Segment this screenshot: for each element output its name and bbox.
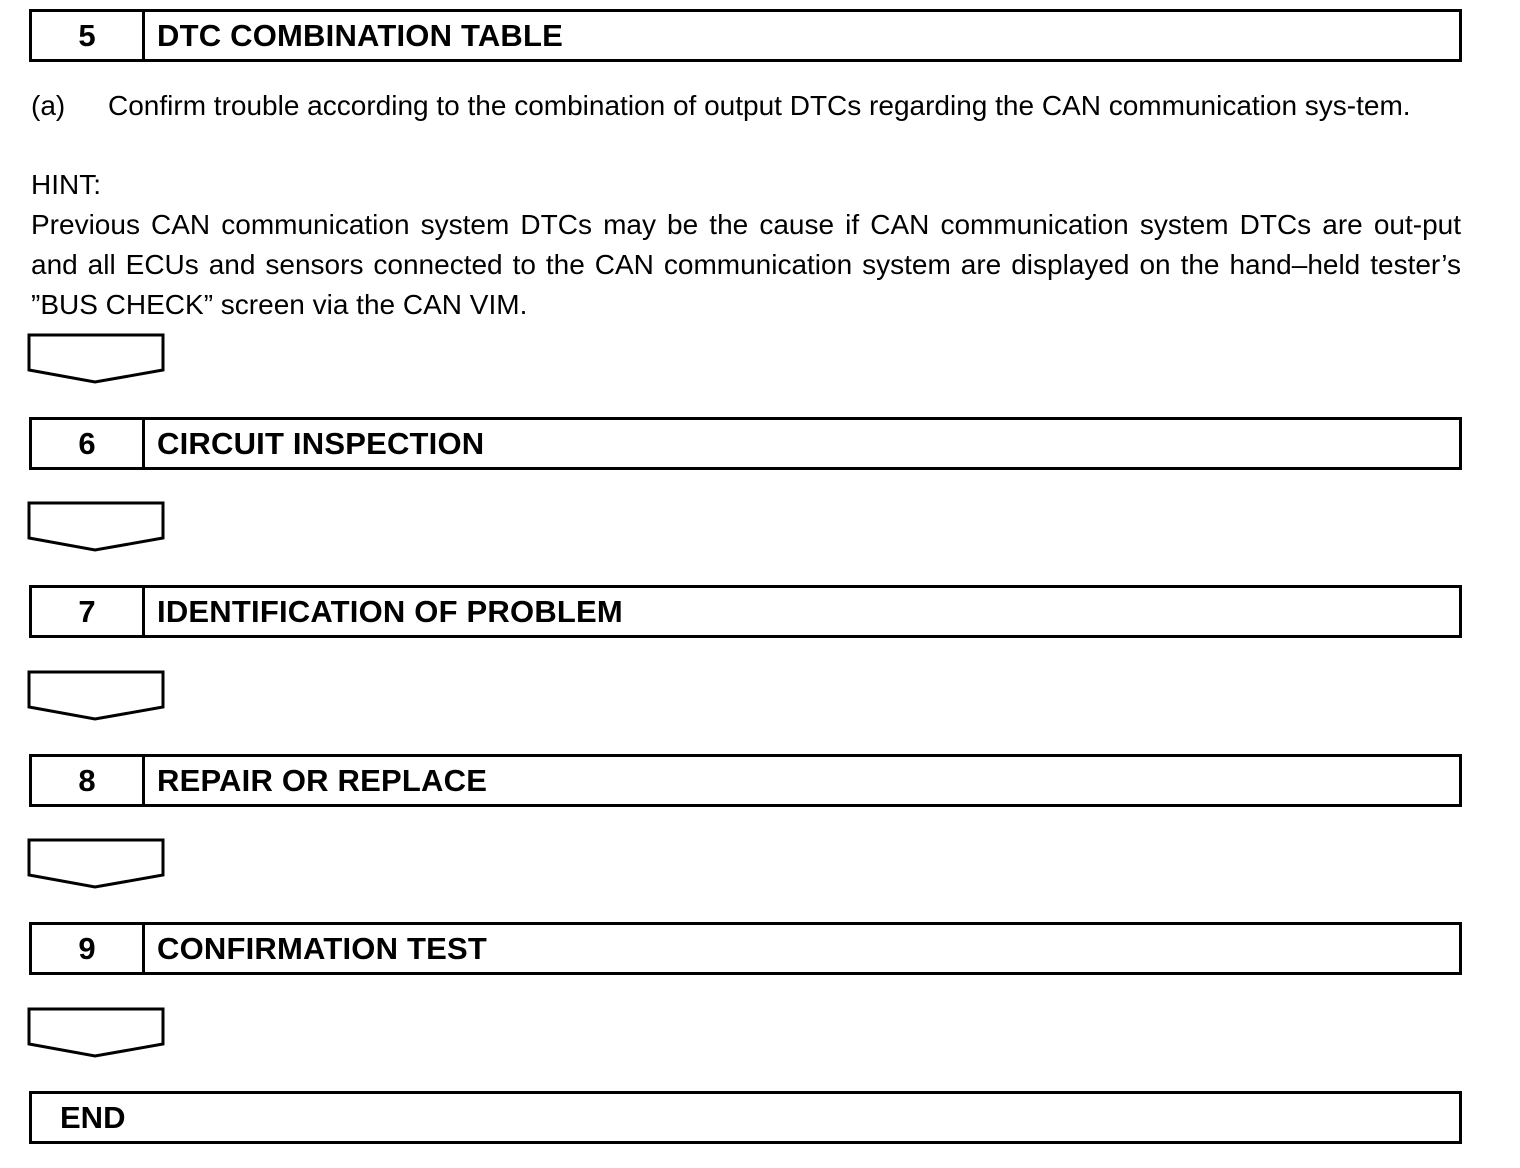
step-number: 6 — [32, 420, 145, 467]
step-title: CIRCUIT INSPECTION — [157, 425, 485, 461]
step-6-box — [29, 417, 1462, 470]
instruction-text: Confirm trouble according to the combination of output DTCs regarding the CAN communication sys-tem. — [108, 90, 1411, 121]
step-number: 8 — [32, 757, 145, 804]
instruction-item — [31, 86, 1461, 126]
end-label: END — [60, 1099, 126, 1135]
step-number: 5 — [32, 12, 145, 59]
step-5-box — [29, 9, 1462, 62]
step-number: 7 — [32, 588, 145, 635]
end-box — [29, 1091, 1462, 1144]
step-number: 9 — [32, 925, 145, 972]
step-9-box — [29, 922, 1462, 975]
step-8-box — [29, 754, 1462, 807]
hint-text: Previous CAN communication system DTCs may be the cause if CAN communication system DTCs are out-put and all ECUs and sensors connected to the CAN communication system are displayed on the hand–held tester’s ”BUS CHECK” screen via the CAN VIM. — [31, 209, 1461, 320]
step-title: CONFIRMATION TEST — [157, 930, 488, 966]
step-title: REPAIR OR REPLACE — [157, 762, 488, 798]
flow-arrow-icon — [27, 1007, 167, 1059]
step-title: DTC COMBINATION TABLE — [157, 17, 564, 53]
flow-arrow-icon — [27, 838, 167, 890]
step-7-box — [29, 585, 1462, 638]
hint-label: HINT: — [31, 169, 101, 200]
flow-arrow-icon — [27, 333, 167, 385]
flow-arrow-icon — [27, 670, 167, 722]
step-title: IDENTIFICATION OF PROBLEM — [157, 593, 623, 629]
instruction-marker: (a) — [31, 90, 66, 121]
flow-arrow-icon — [27, 501, 167, 553]
